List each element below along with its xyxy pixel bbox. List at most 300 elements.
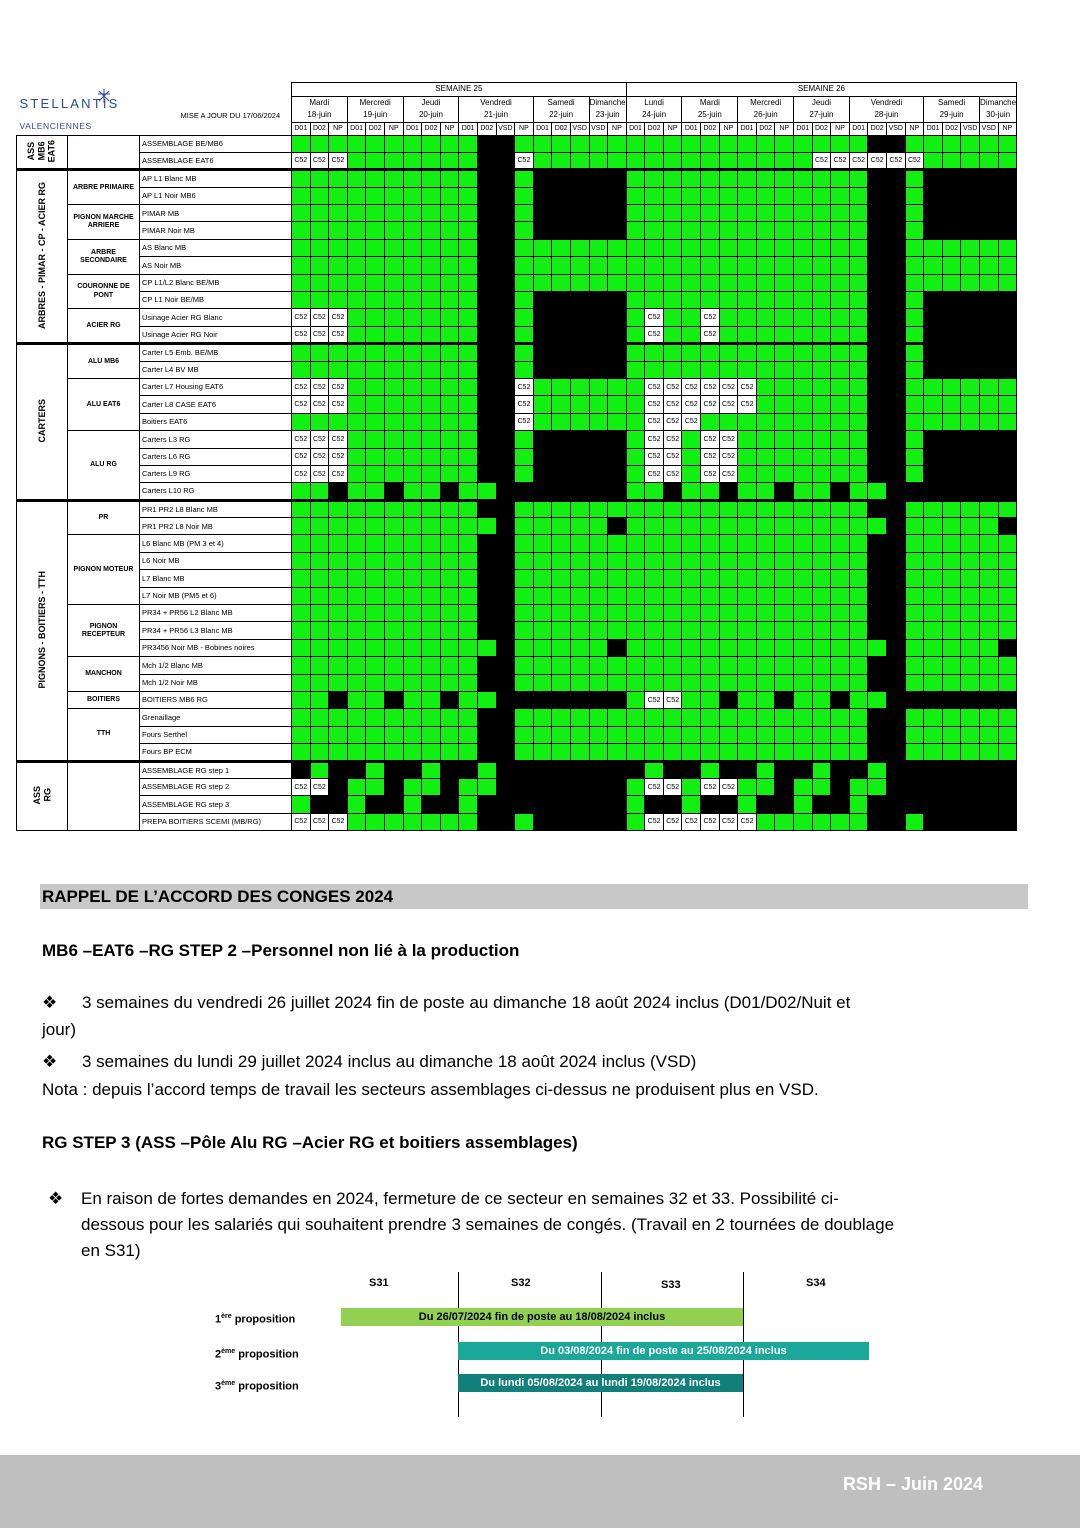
day-name: Lundi <box>626 96 682 109</box>
shift-cell <box>589 518 608 535</box>
shift-cell <box>533 257 552 274</box>
shift-cell <box>719 152 738 169</box>
shift-cell <box>329 135 348 152</box>
shift-cell <box>924 344 943 361</box>
shift-cell <box>459 796 478 813</box>
shift-cell <box>477 135 496 152</box>
shift-cell <box>794 483 813 500</box>
shift-cell <box>347 500 366 517</box>
shift-cell <box>552 587 571 604</box>
shift-cell <box>384 326 403 343</box>
shift-cell <box>477 344 496 361</box>
shift-cell <box>645 535 664 552</box>
shift-cell <box>979 431 998 448</box>
shift-cell <box>942 152 961 169</box>
shift-cell-c52: C52 <box>719 396 738 413</box>
shift-cell <box>738 709 757 726</box>
shift-cell <box>849 257 868 274</box>
shift-cell <box>477 431 496 448</box>
shift-cell <box>887 622 906 639</box>
shift-cell <box>347 431 366 448</box>
shift-cell <box>775 135 794 152</box>
shift-cell <box>329 587 348 604</box>
shift-cell-c52: C52 <box>719 465 738 482</box>
shift-cell <box>347 639 366 656</box>
shift-cell-c52: C52 <box>292 152 311 169</box>
shift-cell <box>924 292 943 309</box>
shift-cell <box>794 692 813 709</box>
shift-code: VSD <box>570 122 589 135</box>
shift-cell <box>645 657 664 674</box>
shift-cell <box>794 239 813 256</box>
shift-code: NP <box>998 122 1017 135</box>
shift-cell <box>403 292 422 309</box>
shift-cell <box>998 570 1017 587</box>
shift-cell <box>701 239 720 256</box>
shift-cell <box>589 709 608 726</box>
shift-cell <box>459 639 478 656</box>
shift-cell <box>552 483 571 500</box>
shift-cell <box>682 292 701 309</box>
shift-cell <box>682 639 701 656</box>
shift-cell <box>626 448 645 465</box>
shift-cell <box>849 570 868 587</box>
shift-cell-c52: C52 <box>701 309 720 326</box>
shift-cell <box>979 535 998 552</box>
schedule-row <box>17 431 1017 448</box>
shift-cell <box>366 274 385 291</box>
shift-cell <box>831 500 850 517</box>
shift-cell <box>440 274 459 291</box>
shift-cell <box>942 222 961 239</box>
shift-cell <box>403 413 422 430</box>
shift-cell <box>366 639 385 656</box>
shift-cell <box>775 761 794 778</box>
shift-cell <box>570 344 589 361</box>
shift-cell <box>515 309 534 326</box>
shift-cell <box>589 378 608 395</box>
shift-cell <box>831 448 850 465</box>
shift-cell-c52: C52 <box>329 465 348 482</box>
shift-cell <box>552 274 571 291</box>
logo-name: STELLANTIS <box>19 95 120 111</box>
schedule-row <box>17 726 1017 743</box>
shift-cell <box>794 396 813 413</box>
shift-cell <box>384 761 403 778</box>
shift-cell <box>533 483 552 500</box>
shift-cell <box>868 465 887 482</box>
group-label-text: ARBRES - PIMAR - CP - ACIER RG <box>36 182 47 330</box>
shift-cell <box>384 205 403 222</box>
shift-cell <box>905 465 924 482</box>
shift-cell <box>533 378 552 395</box>
shift-cell <box>589 309 608 326</box>
schedule-row <box>17 552 1017 569</box>
shift-cell <box>440 639 459 656</box>
shift-cell <box>589 796 608 813</box>
shift-cell <box>626 692 645 709</box>
shift-cell <box>366 535 385 552</box>
line-name: AP L1 Blanc MB <box>140 170 292 187</box>
shift-cell <box>570 726 589 743</box>
shift-cell <box>310 535 329 552</box>
shift-cell <box>608 135 627 152</box>
shift-cell <box>645 744 664 761</box>
shift-cell <box>849 361 868 378</box>
shift-cell <box>924 570 943 587</box>
shift-cell <box>626 361 645 378</box>
shift-cell <box>979 500 998 517</box>
shift-cell <box>403 222 422 239</box>
shift-cell <box>682 222 701 239</box>
shift-cell <box>366 778 385 795</box>
shift-cell <box>422 135 441 152</box>
shift-cell <box>570 309 589 326</box>
shift-cell <box>961 257 980 274</box>
schedule-row <box>17 692 1017 709</box>
shift-cell <box>329 570 348 587</box>
shift-cell <box>608 448 627 465</box>
shift-cell <box>496 813 515 830</box>
shift-cell <box>552 796 571 813</box>
line-name: L6 Noir MB <box>140 552 292 569</box>
shift-cell <box>942 396 961 413</box>
shift-cell <box>422 622 441 639</box>
shift-cell <box>663 657 682 674</box>
shift-cell <box>701 761 720 778</box>
shift-cell <box>868 813 887 830</box>
shift-cell <box>589 448 608 465</box>
shift-cell <box>719 726 738 743</box>
shift-code: D01 <box>626 122 645 135</box>
shift-cell <box>477 518 496 535</box>
shift-cell <box>849 431 868 448</box>
shift-cell <box>329 413 348 430</box>
shift-cell <box>924 465 943 482</box>
shift-cell <box>645 257 664 274</box>
shift-cell <box>403 135 422 152</box>
line-name: PREPA BOITIERS SCEMI (MB/RG) <box>140 813 292 830</box>
shift-cell <box>868 205 887 222</box>
shift-cell <box>515 778 534 795</box>
day-date: 23-juin <box>589 109 626 122</box>
shift-cell <box>775 674 794 691</box>
shift-cell <box>738 726 757 743</box>
shift-cell <box>924 152 943 169</box>
shift-cell <box>701 639 720 656</box>
shift-cell <box>868 344 887 361</box>
shift-cell <box>552 813 571 830</box>
subgroup-label: ARBRE SECONDAIRE <box>68 239 140 274</box>
shift-cell <box>310 361 329 378</box>
shift-cell <box>979 726 998 743</box>
shift-cell <box>347 570 366 587</box>
shift-cell <box>663 674 682 691</box>
shift-cell <box>403 239 422 256</box>
shift-cell <box>496 500 515 517</box>
shift-cell <box>608 396 627 413</box>
shift-cell <box>942 761 961 778</box>
shift-cell <box>515 535 534 552</box>
gantt-week-s33: S33 <box>661 1279 681 1291</box>
shift-cell <box>570 465 589 482</box>
shift-cell <box>422 396 441 413</box>
shift-cell <box>979 448 998 465</box>
shift-cell <box>403 431 422 448</box>
shift-cell <box>663 639 682 656</box>
shift-cell <box>682 692 701 709</box>
shift-cell <box>682 587 701 604</box>
shift-cell <box>515 744 534 761</box>
shift-cell <box>868 413 887 430</box>
shift-cell <box>645 483 664 500</box>
shift-cell <box>329 500 348 517</box>
shift-cell <box>961 274 980 291</box>
shift-cell <box>440 326 459 343</box>
shift-cell <box>384 692 403 709</box>
shift-cell <box>310 692 329 709</box>
shift-cell <box>961 309 980 326</box>
shift-cell <box>979 709 998 726</box>
shift-cell <box>849 274 868 291</box>
shift-cell <box>756 205 775 222</box>
shift-cell <box>794 639 813 656</box>
shift-cell <box>292 796 311 813</box>
shift-cell <box>459 378 478 395</box>
schedule-row <box>17 448 1017 465</box>
shift-cell <box>831 726 850 743</box>
shift-cell-c52: C52 <box>701 448 720 465</box>
shift-cell <box>868 361 887 378</box>
shift-cell <box>626 152 645 169</box>
shift-cell <box>403 674 422 691</box>
shift-cell <box>849 396 868 413</box>
shift-cell <box>347 152 366 169</box>
shift-cell-c52: C52 <box>292 465 311 482</box>
shift-cell <box>775 483 794 500</box>
shift-cell <box>756 187 775 204</box>
shift-cell <box>775 292 794 309</box>
shift-cell <box>533 396 552 413</box>
shift-cell <box>422 692 441 709</box>
shift-cell <box>719 605 738 622</box>
shift-cell <box>496 205 515 222</box>
shift-cell <box>440 205 459 222</box>
shift-cell <box>570 135 589 152</box>
schedule-row <box>17 170 1017 187</box>
shift-cell <box>477 396 496 413</box>
shift-cell <box>961 761 980 778</box>
shift-cell <box>459 413 478 430</box>
shift-cell <box>794 465 813 482</box>
shift-cell <box>998 205 1017 222</box>
shift-cell <box>533 239 552 256</box>
shift-cell-c52: C52 <box>645 413 664 430</box>
shift-cell <box>347 135 366 152</box>
shift-cell <box>422 378 441 395</box>
shift-cell <box>366 326 385 343</box>
shift-cell <box>887 309 906 326</box>
shift-cell <box>608 605 627 622</box>
shift-cell <box>608 709 627 726</box>
shift-cell <box>775 187 794 204</box>
shift-code: D01 <box>533 122 552 135</box>
shift-code: NP <box>384 122 403 135</box>
shift-cell <box>422 257 441 274</box>
shift-cell <box>756 292 775 309</box>
shift-cell-c52: C52 <box>329 431 348 448</box>
shift-cell <box>570 361 589 378</box>
shift-cell <box>626 274 645 291</box>
shift-cell <box>998 692 1017 709</box>
shift-cell <box>384 187 403 204</box>
shift-cell <box>998 761 1017 778</box>
shift-cell <box>812 674 831 691</box>
shift-cell <box>552 257 571 274</box>
shift-cell <box>887 778 906 795</box>
shift-cell <box>831 274 850 291</box>
shift-cell <box>515 187 534 204</box>
shift-cell <box>849 796 868 813</box>
shift-cell <box>998 448 1017 465</box>
shift-cell <box>347 709 366 726</box>
schedule-row <box>17 222 1017 239</box>
shift-cell <box>979 813 998 830</box>
shift-cell <box>812 605 831 622</box>
shift-cell <box>366 796 385 813</box>
shift-cell <box>589 152 608 169</box>
shift-cell <box>347 292 366 309</box>
shift-cell <box>998 361 1017 378</box>
shift-cell <box>775 796 794 813</box>
schedule-row <box>17 483 1017 500</box>
shift-cell <box>329 552 348 569</box>
shift-cell <box>756 813 775 830</box>
shift-cell <box>849 622 868 639</box>
shift-cell <box>403 761 422 778</box>
shift-cell <box>775 309 794 326</box>
shift-cell <box>887 448 906 465</box>
shift-cell <box>905 692 924 709</box>
shift-cell <box>961 361 980 378</box>
shift-cell <box>831 205 850 222</box>
shift-cell <box>775 657 794 674</box>
shift-cell <box>496 361 515 378</box>
shift-cell <box>552 239 571 256</box>
shift-cell <box>533 778 552 795</box>
production-schedule-table <box>16 82 1017 831</box>
shift-cell <box>663 274 682 291</box>
shift-code: VSD <box>589 122 608 135</box>
gantt-bar-3: Du lundi 05/08/2024 au lundi 19/08/2024 inclus <box>458 1374 743 1392</box>
shift-cell <box>515 587 534 604</box>
shift-cell-c52: C52 <box>645 309 664 326</box>
shift-cell <box>794 187 813 204</box>
shift-cell <box>552 500 571 517</box>
shift-cell <box>384 605 403 622</box>
shift-cell <box>329 692 348 709</box>
shift-cell <box>738 413 757 430</box>
shift-cell <box>905 135 924 152</box>
shift-cell <box>905 309 924 326</box>
shift-cell <box>347 361 366 378</box>
shift-cell <box>440 813 459 830</box>
shift-cell <box>477 622 496 639</box>
schedule-row <box>17 657 1017 674</box>
shift-cell <box>366 622 385 639</box>
shift-cell <box>626 292 645 309</box>
shift-cell <box>589 187 608 204</box>
shift-cell <box>868 448 887 465</box>
group-label-text: ASS RG <box>31 786 52 805</box>
shift-cell <box>608 274 627 291</box>
shift-cell <box>701 709 720 726</box>
shift-cell <box>589 483 608 500</box>
shift-cell <box>310 222 329 239</box>
shift-cell <box>645 361 664 378</box>
shift-cell <box>589 344 608 361</box>
shift-cell <box>663 361 682 378</box>
shift-cell <box>403 639 422 656</box>
shift-cell <box>477 274 496 291</box>
shift-cell <box>701 796 720 813</box>
shift-cell <box>831 796 850 813</box>
shift-cell <box>496 605 515 622</box>
shift-cell <box>701 587 720 604</box>
shift-cell <box>496 396 515 413</box>
shift-cell <box>626 796 645 813</box>
shift-cell <box>756 448 775 465</box>
shift-cell <box>905 187 924 204</box>
shift-cell <box>384 222 403 239</box>
shift-cell <box>868 170 887 187</box>
shift-cell <box>738 692 757 709</box>
day-name: Dimanche <box>589 96 626 109</box>
shift-cell <box>515 326 534 343</box>
shift-cell-c52: C52 <box>663 378 682 395</box>
shift-cell <box>422 205 441 222</box>
shift-code: D01 <box>403 122 422 135</box>
shift-cell <box>608 344 627 361</box>
shift-cell <box>942 587 961 604</box>
day-date: 29-juin <box>924 109 980 122</box>
shift-cell <box>979 135 998 152</box>
shift-cell <box>719 170 738 187</box>
shift-cell <box>868 378 887 395</box>
shift-cell <box>831 309 850 326</box>
shift-cell <box>570 761 589 778</box>
shift-cell <box>292 222 311 239</box>
shift-cell <box>477 361 496 378</box>
shift-cell <box>403 570 422 587</box>
bullet-3: ❖ En raison de fortes demandes en 2024, fermeture de ce secteur en semaines 32 et 33. Possibilité ci- <box>48 1186 839 1212</box>
shift-cell <box>794 778 813 795</box>
shift-cell <box>310 761 329 778</box>
shift-cell <box>812 570 831 587</box>
shift-cell <box>719 518 738 535</box>
shift-cell <box>329 709 348 726</box>
shift-cell <box>775 413 794 430</box>
shift-cell <box>924 257 943 274</box>
shift-cell <box>310 726 329 743</box>
shift-cell <box>663 518 682 535</box>
subgroup-label: PIGNON MOTEUR <box>68 535 140 605</box>
shift-cell <box>998 483 1017 500</box>
shift-cell <box>440 483 459 500</box>
shift-cell <box>608 518 627 535</box>
shift-cell-c52: C52 <box>329 813 348 830</box>
shift-cell <box>347 378 366 395</box>
